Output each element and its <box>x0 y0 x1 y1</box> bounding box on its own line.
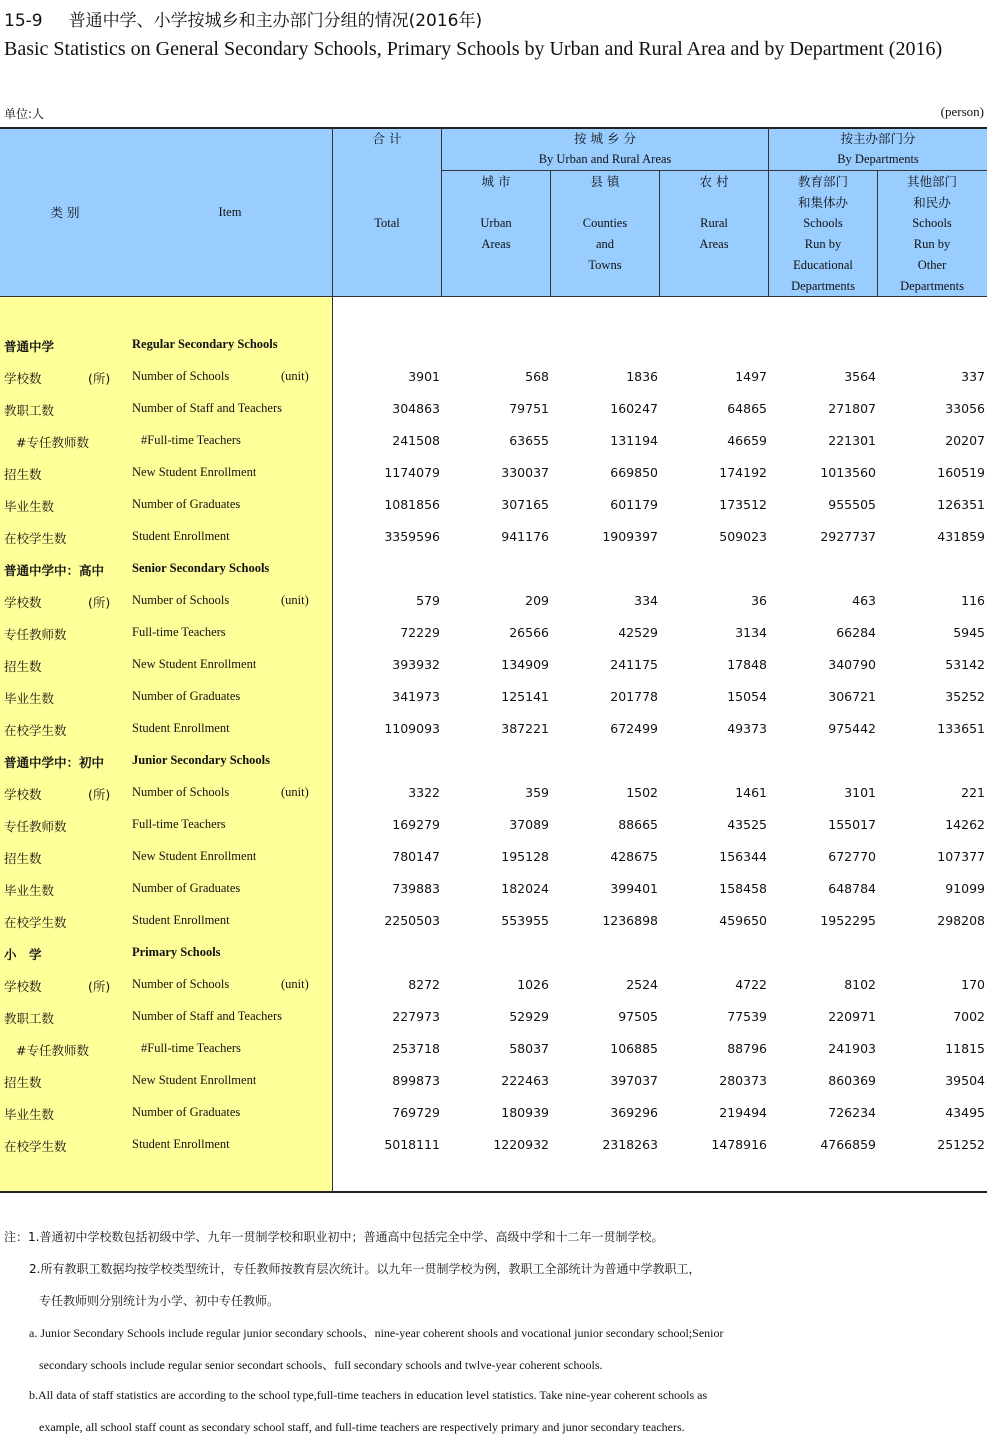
table-cell-value: 672499 <box>610 721 658 736</box>
table-cell-value: 860369 <box>828 1073 876 1088</box>
header-counties-en: and <box>595 237 615 251</box>
table-cell-value: 219494 <box>719 1105 767 1120</box>
title-zh-text: 普通中学、小学按城乡和主办部门分组的情况(2016年) <box>68 11 483 31</box>
table-cell-value: 8272 <box>408 977 440 992</box>
table-cell-value: 3901 <box>408 369 440 384</box>
table-cell-value: 726234 <box>828 1105 876 1120</box>
table-cell-value: 88796 <box>727 1041 767 1056</box>
row-unit-en: (unit) <box>281 593 309 607</box>
table-cell-value: 66284 <box>836 625 876 640</box>
footnote-line: 专任教师则分别统计为小学、初中专任教师。 <box>39 1294 280 1308</box>
row-label-en: Student Enrollment <box>132 721 230 735</box>
row-label-zh: 普通中学 <box>4 339 55 354</box>
table-cell-value: 975442 <box>828 721 876 736</box>
table-cell-value: 5945 <box>953 625 985 640</box>
row-label-en: Student Enrollment <box>132 913 230 927</box>
table-row <box>0 713 987 745</box>
table-cell-value: 14262 <box>945 817 985 832</box>
table-cell-value: 155017 <box>828 817 876 832</box>
header-education-zh: 教育部门 <box>797 174 848 189</box>
table-cell-value: 739883 <box>392 881 440 896</box>
table-cell-value: 306721 <box>828 689 876 704</box>
table-cell-value: 397037 <box>610 1073 658 1088</box>
row-label-en: New Student Enrollment <box>132 849 257 863</box>
table-cell-value: 173512 <box>719 497 767 512</box>
header-urban-zh: 城 市 <box>481 174 511 189</box>
header-counties-en: Towns <box>588 258 622 272</box>
table-cell-value: 2250503 <box>384 913 440 928</box>
table-row <box>0 1033 987 1065</box>
row-label-en: Number of Schools <box>132 785 230 799</box>
table-cell-value: 4766859 <box>820 1137 876 1152</box>
table-row <box>0 1065 987 1097</box>
table-cell-value: 91099 <box>945 881 985 896</box>
footnote-line: 注：1.普通初中学校数包括初级中学、九年一贯制学校和职业初中；普通高中包括完全中学、高级中学和十二年一贯制学校。 <box>4 1230 664 1244</box>
table-cell-value: 4722 <box>735 977 767 992</box>
table-cell-value: 88665 <box>618 817 658 832</box>
row-label-zh: 毕业生数 <box>4 1107 55 1122</box>
header-education-zh: 和集体办 <box>797 195 848 210</box>
header-department-zh: 按主办部门分 <box>840 131 916 146</box>
table-cell-value: 387221 <box>501 721 549 736</box>
table-cell-value: 359 <box>525 785 549 800</box>
row-label-en: New Student Enrollment <box>132 657 257 671</box>
row-label-zh: 小 学 <box>4 947 42 962</box>
header-other-en: Departments <box>900 279 964 293</box>
row-unit-en: (unit) <box>281 977 309 991</box>
table-cell-value: 126351 <box>937 497 985 512</box>
table-cell-value: 46659 <box>727 433 767 448</box>
table-cell-value: 20207 <box>945 433 985 448</box>
table-cell-value: 37089 <box>509 817 549 832</box>
table-cell-value: 393932 <box>392 657 440 672</box>
table-cell-value: 221301 <box>828 433 876 448</box>
table-cell-value: 341973 <box>392 689 440 704</box>
table-row <box>0 617 987 649</box>
section-row <box>0 937 987 969</box>
table-cell-value: 251252 <box>937 1137 985 1152</box>
table-cell-value: 399401 <box>610 881 658 896</box>
table-cell-value: 280373 <box>719 1073 767 1088</box>
table-cell-value: 307165 <box>501 497 549 512</box>
table-cell-value: 77539 <box>727 1009 767 1024</box>
row-label-en: Full-time Teachers <box>132 625 226 639</box>
table-row <box>0 1001 987 1033</box>
table-cell-value: 52929 <box>509 1009 549 1024</box>
row-label-en: Full-time Teachers <box>132 817 226 831</box>
table-cell-value: 1952295 <box>820 913 876 928</box>
header-education-en: Schools <box>803 216 843 230</box>
row-unit-zh: (所) <box>88 979 111 994</box>
header-other-en: Schools <box>912 216 952 230</box>
table-cell-value: 899873 <box>392 1073 440 1088</box>
footnote-line: 2.所有教职工数据均按学校类型统计，专任教师按教育层次统计。以九年一贯制学校为例，教职工全部统计为普通中学教职工， <box>29 1262 701 1276</box>
table-cell-value: 428675 <box>610 849 658 864</box>
row-label-en: Student Enrollment <box>132 1137 230 1151</box>
table-row <box>0 873 987 905</box>
table-cell-value: 669850 <box>610 465 658 480</box>
table-cell-value: 579 <box>416 593 440 608</box>
row-label-zh: 专任教师数 <box>4 819 67 834</box>
table-cell-value: 43495 <box>945 1105 985 1120</box>
unit-label-zh: 单位:人 <box>4 107 45 121</box>
header-total-zh: 合 计 <box>372 131 402 146</box>
table-cell-value: 53142 <box>945 657 985 672</box>
table-row <box>0 361 987 393</box>
table-number: 15-9 <box>4 11 43 31</box>
table-cell-value: 42529 <box>618 625 658 640</box>
row-unit-en: (unit) <box>281 785 309 799</box>
header-education-en: Departments <box>791 279 855 293</box>
table-row <box>0 489 987 521</box>
table-cell-value: 106885 <box>610 1041 658 1056</box>
table-row <box>0 777 987 809</box>
header-urban-en: Urban <box>480 216 512 230</box>
table-cell-value: 169279 <box>392 817 440 832</box>
table-cell-value: 221 <box>961 785 985 800</box>
header-education-en: Run by <box>804 237 842 251</box>
row-label-zh: 学校数 <box>4 979 42 994</box>
table-cell-value: 241903 <box>828 1041 876 1056</box>
table-cell-value: 63655 <box>509 433 549 448</box>
section-row <box>0 553 987 585</box>
table-cell-value: 3564 <box>844 369 876 384</box>
footnote-line: b.All data of staff statistics are according to the school type,full-time teachers in education level statistics. Take nine-year coherent schools as <box>29 1388 708 1402</box>
table-cell-value: 253718 <box>392 1041 440 1056</box>
row-label-en: Student Enrollment <box>132 529 230 543</box>
table-cell-value: 170 <box>961 977 985 992</box>
table-cell-value: 431859 <box>937 529 985 544</box>
table-cell-value: 1497 <box>735 369 767 384</box>
table-cell-value: 35252 <box>945 689 985 704</box>
row-unit-zh: (所) <box>88 787 111 802</box>
table-cell-value: 304863 <box>392 401 440 416</box>
row-label-zh: 学校数 <box>4 787 42 802</box>
table-cell-value: 39504 <box>945 1073 985 1088</box>
header-item-en: Item <box>218 205 242 219</box>
table-cell-value: 158458 <box>719 881 767 896</box>
table-cell-value: 116 <box>961 593 985 608</box>
table-cell-value: 227973 <box>392 1009 440 1024</box>
table-cell-value: 1109093 <box>384 721 440 736</box>
table-row <box>0 585 987 617</box>
row-label-zh: #专任教师数 <box>16 435 89 450</box>
table-cell-value: 125141 <box>501 689 549 704</box>
table-cell-value: 1081856 <box>384 497 440 512</box>
table-cell-value: 1220932 <box>493 1137 549 1152</box>
row-label-zh: 毕业生数 <box>4 883 55 898</box>
row-label-en: Primary Schools <box>132 945 221 959</box>
table-cell-value: 180939 <box>501 1105 549 1120</box>
table-cell-value: 298208 <box>937 913 985 928</box>
table-cell-value: 160247 <box>610 401 658 416</box>
table-row <box>0 649 987 681</box>
row-label-zh: 普通中学中：高中 <box>4 563 105 578</box>
row-label-en: Number of Schools <box>132 369 230 383</box>
row-label-en: Number of Staff and Teachers <box>132 401 282 415</box>
table-cell-value: 8102 <box>844 977 876 992</box>
table-cell-value: 134909 <box>501 657 549 672</box>
table-cell-value: 131194 <box>610 433 658 448</box>
table-row <box>0 1097 987 1129</box>
row-label-en: Senior Secondary Schools <box>132 561 270 575</box>
footnote-line: a. Junior Secondary Schools include regular junior secondary schools、nine-year coherent shools and vocational junior secondary school;Senior <box>29 1326 724 1340</box>
table-cell-value: 2927737 <box>820 529 876 544</box>
header-other-zh: 和民办 <box>913 195 951 210</box>
table-cell-value: 15054 <box>727 689 767 704</box>
table-cell-value: 107377 <box>937 849 985 864</box>
row-label-en: New Student Enrollment <box>132 1073 257 1087</box>
table-row <box>0 457 987 489</box>
table-cell-value: 955505 <box>828 497 876 512</box>
table-cell-value: 49373 <box>727 721 767 736</box>
table-cell-value: 3359596 <box>384 529 440 544</box>
row-label-zh: 教职工数 <box>4 403 55 418</box>
row-label-zh: 普通中学中：初中 <box>4 755 105 770</box>
row-label-en: Number of Graduates <box>132 881 241 895</box>
table-row <box>0 809 987 841</box>
table-cell-value: 1174079 <box>384 465 440 480</box>
table-cell-value: 568 <box>525 369 549 384</box>
row-label-en: Number of Graduates <box>132 689 241 703</box>
row-label-zh: 毕业生数 <box>4 499 55 514</box>
table-cell-value: 459650 <box>719 913 767 928</box>
table-title-en: Basic Statistics on General Secondary Schools, Primary Schools by Urban and Rural Area and by Department (2016) <box>4 38 943 60</box>
row-unit-zh: (所) <box>88 595 111 610</box>
table-cell-value: 330037 <box>501 465 549 480</box>
row-label-en: Junior Secondary Schools <box>132 753 270 767</box>
row-label-zh: 在校学生数 <box>4 1139 67 1154</box>
section-row <box>0 745 987 777</box>
header-counties-en: Counties <box>582 216 628 230</box>
table-row <box>0 393 987 425</box>
row-label-en: #Full-time Teachers <box>141 1041 241 1055</box>
header-urban-rural-zh: 按 城 乡 分 <box>574 131 636 146</box>
table-row <box>0 1129 987 1161</box>
table-row <box>0 841 987 873</box>
table-cell-value: 79751 <box>509 401 549 416</box>
row-unit-zh: (所) <box>88 371 111 386</box>
table-cell-value: 174192 <box>719 465 767 480</box>
table-cell-value: 941176 <box>501 529 549 544</box>
table-cell-value: 33056 <box>945 401 985 416</box>
row-label-en: Number of Graduates <box>132 497 241 511</box>
header-other-zh: 其他部门 <box>906 174 957 189</box>
header-category-zh: 类 别 <box>50 205 80 220</box>
row-label-zh: 在校学生数 <box>4 915 67 930</box>
table-cell-value: 97505 <box>618 1009 658 1024</box>
unit-label-en: (person) <box>940 104 984 119</box>
row-label-zh: 在校学生数 <box>4 531 67 546</box>
table-cell-value: 182024 <box>501 881 549 896</box>
table-cell-value: 133651 <box>937 721 985 736</box>
row-label-zh: 招生数 <box>4 851 42 866</box>
table-cell-value: 26566 <box>509 625 549 640</box>
table-cell-value: 209 <box>525 593 549 608</box>
header-urban-en: Areas <box>481 237 511 251</box>
row-unit-en: (unit) <box>281 369 309 383</box>
table-cell-value: 241508 <box>392 433 440 448</box>
row-label-en: New Student Enrollment <box>132 465 257 479</box>
table-cell-value: 369296 <box>610 1105 658 1120</box>
table-cell-value: 271807 <box>828 401 876 416</box>
table-cell-value: 1236898 <box>602 913 658 928</box>
row-label-en: Regular Secondary Schools <box>132 337 278 351</box>
table-cell-value: 2318263 <box>602 1137 658 1152</box>
row-label-zh: 毕业生数 <box>4 691 55 706</box>
table-cell-value: 160519 <box>937 465 985 480</box>
table-cell-value: 1836 <box>626 369 658 384</box>
row-label-zh: 在校学生数 <box>4 723 67 738</box>
table-cell-value: 64865 <box>727 401 767 416</box>
header-urban-rural-en: By Urban and Rural Areas <box>538 152 672 166</box>
section-row <box>0 329 987 361</box>
table-cell-value: 340790 <box>828 657 876 672</box>
row-label-zh: 教职工数 <box>4 1011 55 1026</box>
header-rural-en: Areas <box>699 237 729 251</box>
table-cell-value: 509023 <box>719 529 767 544</box>
header-department-en: By Departments <box>837 152 919 166</box>
table-cell-value: 334 <box>634 593 658 608</box>
table-cell-value: 222463 <box>501 1073 549 1088</box>
table-cell-value: 648784 <box>828 881 876 896</box>
table-cell-value: 11815 <box>945 1041 985 1056</box>
row-label-zh: 招生数 <box>4 659 42 674</box>
table-cell-value: 601179 <box>610 497 658 512</box>
header-other-en: Other <box>917 258 947 272</box>
table-row <box>0 681 987 713</box>
row-label-en: Number of Schools <box>132 593 230 607</box>
table-cell-value: 337 <box>961 369 985 384</box>
table-cell-value: 7002 <box>953 1009 985 1024</box>
table-row <box>0 521 987 553</box>
table-row <box>0 425 987 457</box>
footnote-line: secondary schools include regular senior secondart schools、full secondary schools and twlve-year coherent schools. <box>39 1358 603 1372</box>
table-cell-value: 553955 <box>501 913 549 928</box>
header-rural-en: Rural <box>700 216 728 230</box>
table-cell-value: 463 <box>852 593 876 608</box>
row-label-en: Number of Staff and Teachers <box>132 1009 282 1023</box>
header-total-en: Total <box>374 216 400 230</box>
row-label-zh: 学校数 <box>4 371 42 386</box>
table-cell-value: 156344 <box>719 849 767 864</box>
table-cell-value: 1013560 <box>820 465 876 480</box>
table-cell-value: 1909397 <box>602 529 658 544</box>
row-label-zh: 专任教师数 <box>4 627 67 642</box>
table-cell-value: 1026 <box>517 977 549 992</box>
table-cell-value: 3322 <box>408 785 440 800</box>
header-education-en: Educational <box>793 258 853 272</box>
table-cell-value: 3134 <box>735 625 767 640</box>
table-cell-value: 195128 <box>501 849 549 864</box>
table-cell-value: 220971 <box>828 1009 876 1024</box>
header-other-en: Run by <box>913 237 951 251</box>
table-bottom-rule <box>0 1191 987 1193</box>
table-cell-value: 672770 <box>828 849 876 864</box>
table-cell-value: 1461 <box>735 785 767 800</box>
footnote-line: example, all school staff count as secondary school staff, and full-time teachers are respectively primary and junor secondary teachers. <box>39 1420 685 1434</box>
table-cell-value: 241175 <box>610 657 658 672</box>
table-cell-value: 72229 <box>400 625 440 640</box>
table-cell-value: 201778 <box>610 689 658 704</box>
table-cell-value: 769729 <box>392 1105 440 1120</box>
table-cell-value: 780147 <box>392 849 440 864</box>
table-cell-value: 3101 <box>844 785 876 800</box>
table-row <box>0 969 987 1001</box>
table-cell-value: 1478916 <box>711 1137 767 1152</box>
row-label-zh: 招生数 <box>4 467 42 482</box>
row-label-en: Number of Schools <box>132 977 230 991</box>
table-cell-value: 1502 <box>626 785 658 800</box>
header-rural-zh: 农 村 <box>699 174 729 189</box>
table-cell-value: 5018111 <box>384 1137 440 1152</box>
table-title-zh <box>4 6 482 31</box>
table-cell-value: 36 <box>751 593 767 608</box>
table-cell-value: 17848 <box>727 657 767 672</box>
table-cell-value: 2524 <box>626 977 658 992</box>
row-label-en: #Full-time Teachers <box>141 433 241 447</box>
row-label-zh: 招生数 <box>4 1075 42 1090</box>
table-cell-value: 43525 <box>727 817 767 832</box>
table-cell-value: 58037 <box>509 1041 549 1056</box>
row-label-zh: 学校数 <box>4 595 42 610</box>
row-label-en: Number of Graduates <box>132 1105 241 1119</box>
table-row <box>0 905 987 937</box>
row-label-zh: #专任教师数 <box>16 1043 89 1058</box>
header-counties-zh: 县 镇 <box>590 174 620 189</box>
